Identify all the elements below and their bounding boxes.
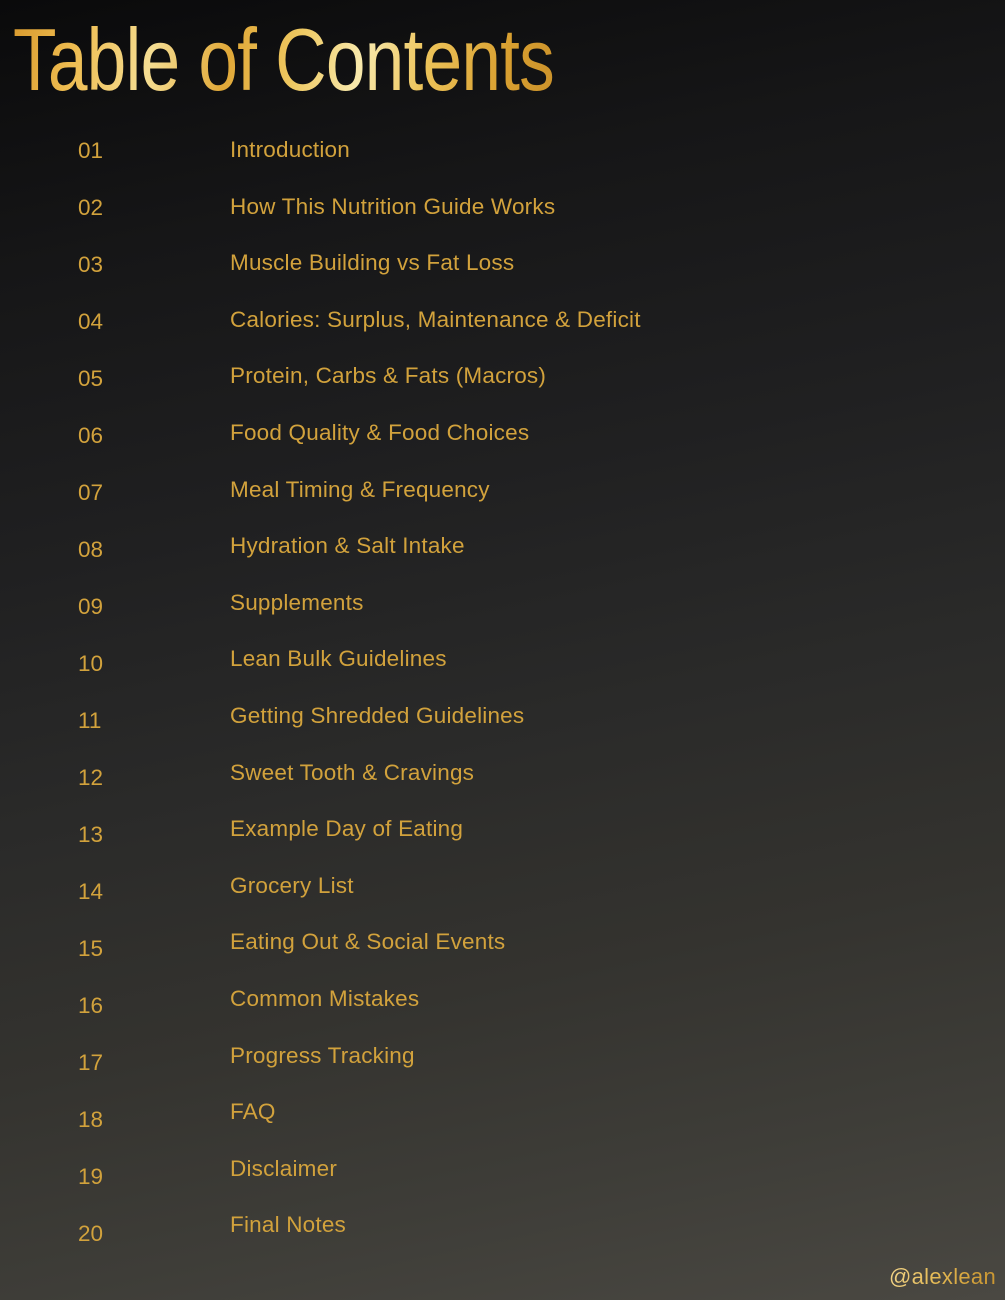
toc-item-label: Supplements [230, 589, 364, 615]
toc-item-number: 04 [78, 309, 104, 334]
toc-item-number: 06 [78, 423, 104, 448]
toc-item-number: 10 [78, 651, 104, 676]
toc-item-label: Sweet Tooth & Cravings [230, 759, 475, 785]
toc-item-number: 16 [78, 993, 104, 1018]
toc-item-label: Progress Tracking [230, 1042, 415, 1068]
toc-number-column [78, 122, 103, 1262]
toc-item-label: Introduction [230, 137, 350, 162]
toc-item-label: Muscle Building vs Fat Loss [230, 250, 515, 276]
page-title: Table of Contents [13, 10, 554, 109]
toc-item-number: 13 [78, 822, 104, 847]
toc-item-number: 15 [78, 936, 104, 961]
toc-item-label: Grocery List [230, 872, 354, 898]
toc-item-number: 02 [78, 195, 104, 220]
toc-item-label: FAQ [230, 1099, 276, 1125]
toc-item-number: 09 [78, 594, 104, 619]
toc-item-number: 19 [78, 1164, 104, 1189]
toc-item-number: 11 [78, 708, 102, 733]
toc-item-label: Example Day of Eating [230, 816, 464, 842]
toc-item-number: 05 [78, 366, 104, 391]
toc-item-number: 03 [78, 252, 104, 277]
toc-item-label: Disclaimer [230, 1155, 338, 1181]
toc-item-number: 20 [78, 1221, 104, 1246]
toc-item-number: 12 [78, 765, 104, 790]
toc-item-number: 08 [78, 537, 104, 562]
toc-item-number: 07 [78, 480, 104, 505]
toc-item-label: Food Quality & Food Choices [230, 419, 530, 445]
toc-item-number: 18 [78, 1107, 104, 1132]
footer-handle: @alexlean [889, 1264, 996, 1289]
toc-item-number: 14 [78, 879, 104, 904]
toc-item-label: Calories: Surplus, Maintenance & Deficit [230, 306, 641, 332]
toc-item-label: Meal Timing & Frequency [230, 476, 490, 502]
toc-item-label: Hydration & Salt Intake [230, 533, 465, 559]
toc-item-label: Getting Shredded Guidelines [230, 702, 525, 728]
toc-item-label: How This Nutrition Guide Works [230, 193, 556, 219]
toc-item-label: Common Mistakes [230, 985, 420, 1011]
toc-item-number: 17 [78, 1050, 104, 1075]
toc-title-column [230, 122, 641, 1254]
toc-item-label: Final Notes [230, 1212, 346, 1238]
toc-item-label: Eating Out & Social Events [230, 929, 506, 955]
toc-item-label: Lean Bulk Guidelines [230, 646, 447, 672]
toc-item-number: 01 [78, 138, 104, 163]
toc-item-label: Protein, Carbs & Fats (Macros) [230, 363, 547, 389]
